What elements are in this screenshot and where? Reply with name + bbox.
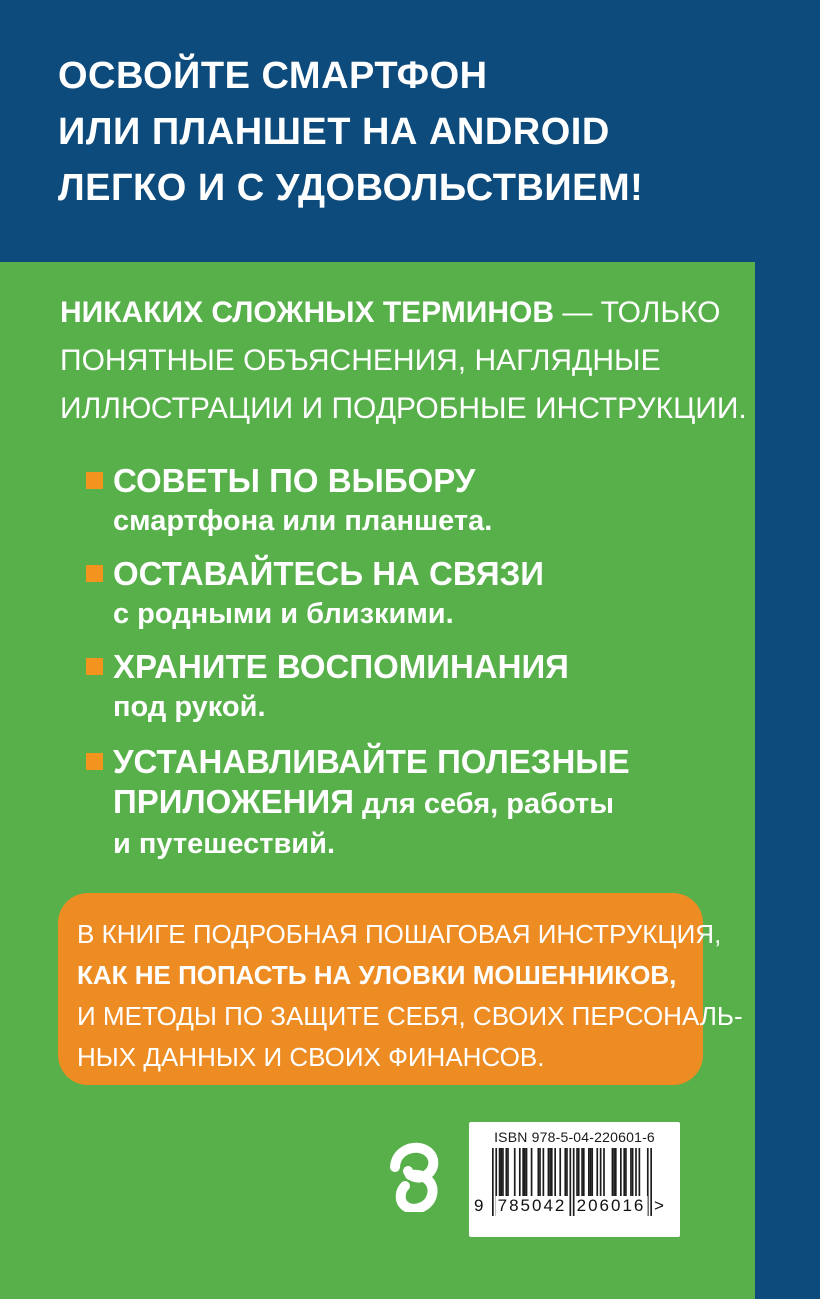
barcode-digit-group: 785042 bbox=[497, 1196, 567, 1215]
bullet-subtext-inline: для себя, работы bbox=[353, 788, 614, 820]
eksmo-publisher-logo-icon bbox=[386, 1140, 440, 1212]
barcode-box bbox=[469, 1122, 680, 1237]
barcode-digit-left: 9 bbox=[474, 1196, 484, 1215]
list-item bbox=[86, 742, 630, 864]
list-item bbox=[86, 461, 492, 541]
bullet-subtext: и путешествий. bbox=[113, 828, 336, 860]
cover-headline bbox=[58, 48, 643, 216]
bullet-square-icon bbox=[86, 472, 103, 489]
intro-line: ПОНЯТНЫЕ ОБЪЯСНЕНИЯ, НАГЛЯДНЫЕ bbox=[60, 344, 661, 377]
promo-line-bold: КАК НЕ ПОПАСТЬ НА УЛОВКИ МОШЕННИКОВ, bbox=[77, 960, 677, 990]
headline-line: ОСВОЙТЕ СМАРТФОН bbox=[58, 55, 488, 97]
promo-line: В КНИГЕ ПОДРОБНАЯ ПОШАГОВАЯ ИНСТРУКЦИЯ, bbox=[77, 919, 722, 949]
headline-line: ЛЕГКО И С УДОВОЛЬСТВИЕМ! bbox=[58, 167, 644, 209]
headline-line: ИЛИ ПЛАНШЕТ НА ANDROID bbox=[58, 111, 610, 153]
promo-orange-panel bbox=[58, 893, 743, 1085]
intro-line bbox=[60, 289, 747, 337]
promo-line: НЫХ ДАННЫХ И СВОИХ ФИНАНСОВ. bbox=[77, 1042, 545, 1072]
barcode-digit-group: 206016 bbox=[576, 1196, 646, 1215]
bullet-square-icon bbox=[86, 753, 103, 770]
intro-line-rest: — ТОЛЬКО bbox=[554, 296, 721, 329]
bullet-subtext: с родными и близкими. bbox=[113, 598, 454, 630]
intro-paragraph bbox=[60, 289, 747, 433]
green-panel bbox=[0, 262, 755, 1299]
bullet-square-icon bbox=[86, 658, 103, 675]
bullet-heading: УСТАНАВЛИВАЙТЕ ПОЛЕЗНЫЕ bbox=[113, 743, 630, 780]
intro-line: ИЛЛЮСТРАЦИИ И ПОДРОБНЫЕ ИНСТРУКЦИИ. bbox=[60, 392, 747, 425]
bullet-subtext: под рукой. bbox=[113, 691, 266, 723]
ean13-barcode-area bbox=[474, 1148, 664, 1216]
promo-line: И МЕТОДЫ ПО ЗАЩИТЕ СЕБЯ, СВОИХ ПЕРСОНАЛЬ- bbox=[77, 1001, 743, 1031]
barcode-trailing-mark: > bbox=[654, 1196, 664, 1215]
intro-lead: НИКАКИХ СЛОЖНЫХ ТЕРМИНОВ bbox=[60, 296, 554, 329]
list-item bbox=[86, 554, 544, 634]
bullet-subtext: смартфона или планшета. bbox=[113, 505, 493, 537]
isbn-label: ISBN 978-5-04-220601-6 bbox=[494, 1129, 655, 1145]
bullet-heading: СОВЕТЫ ПО ВЫБОРУ bbox=[113, 462, 476, 499]
bullet-heading: ОСТАВАЙТЕСЬ НА СВЯЗИ bbox=[113, 555, 544, 592]
bullet-heading: ХРАНИТЕ ВОСПОМИНАНИЯ bbox=[113, 648, 569, 685]
bullet-square-icon bbox=[86, 565, 103, 582]
bullet-heading-inline: ПРИЛОЖЕНИЯ bbox=[113, 783, 354, 820]
bullet-mixed-line bbox=[113, 782, 630, 824]
list-item bbox=[86, 647, 569, 727]
